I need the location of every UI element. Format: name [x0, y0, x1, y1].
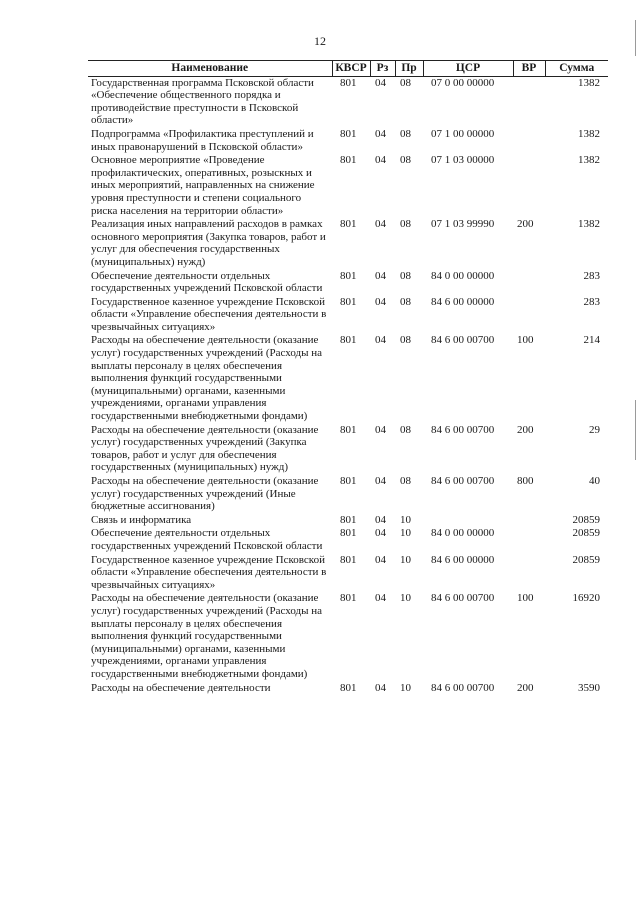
row-sum: 20859 [572, 553, 600, 566]
row-name: Государственное казенное учреждение Псковской области «Управление обеспечения деятельности в чрезвычайных ситуациях» [91, 553, 327, 591]
row-name: Основное мероприятие «Проведение профилактических, оперативных, розыскных и иных мероприятий, направленных на снижение уровня преступности и степени социального риска населения на территории области» [91, 154, 315, 217]
row-sum: 283 [583, 269, 600, 282]
row-name: Расходы на обеспечение деятельности (оказание услуг) государственных учреждений (Иные бюджетные ассигнования) [91, 475, 319, 513]
row-pr: 10 [400, 553, 411, 566]
row-kvsr: 801 [340, 553, 357, 566]
row-csr: 84 6 00 00700 [431, 334, 495, 347]
row-kvsr: 801 [340, 681, 357, 694]
row-name: Обеспечение деятельности отдельных государственных учреждений Псковской области [91, 527, 323, 552]
row-vr: 200 [517, 423, 534, 436]
row-sum: 1382 [578, 127, 600, 140]
row-sum: 1382 [578, 154, 600, 167]
row-csr: 07 1 03 99990 [431, 218, 495, 231]
row-pr: 08 [400, 334, 411, 347]
row-name: Расходы на обеспечение деятельности [91, 681, 271, 694]
row-rz: 04 [375, 475, 386, 487]
table-row [88, 527, 608, 553]
header-rz: Рз [370, 61, 395, 77]
row-csr: 84 6 00 00700 [431, 423, 495, 436]
table-row [88, 592, 608, 681]
row-kvsr: 801 [340, 127, 357, 140]
budget-table [88, 60, 608, 695]
row-vr [513, 76, 545, 128]
row-pr: 08 [400, 218, 411, 231]
row-sum: 1382 [578, 76, 600, 89]
row-kvsr: 801 [340, 218, 357, 231]
row-rz: 04 [375, 269, 386, 282]
table-row [88, 76, 608, 128]
row-csr: 07 1 03 00000 [431, 154, 495, 167]
row-vr: 100 [517, 592, 534, 605]
row-name: Расходы на обеспечение деятельности (оказание услуг) государственных учреждений (Расходы на выплаты персоналу в целях обеспечения выполнения функций государственными (муниципальными) органами, казенными учреждениями, органами управления государственными внебюджетными фондами) [91, 592, 323, 680]
row-csr: 84 0 00 00000 [431, 527, 495, 540]
row-vr [513, 128, 545, 154]
row-rz: 04 [375, 527, 386, 540]
row-pr: 08 [400, 269, 411, 282]
row-vr: 100 [517, 334, 534, 347]
row-rz: 04 [375, 127, 386, 140]
row-csr: 84 6 00 00000 [431, 295, 495, 308]
header-sum: Сумма [545, 61, 608, 77]
row-rz: 04 [375, 295, 386, 308]
row-rz: 04 [375, 423, 386, 436]
row-pr: 08 [400, 295, 411, 308]
row-vr [513, 154, 545, 218]
row-pr: 10 [400, 513, 411, 526]
row-vr [513, 270, 545, 296]
row-name: Государственное казенное учреждение Псковской области «Управление обеспечения деятельности в чрезвычайных ситуациях» [91, 295, 327, 333]
row-vr [513, 514, 545, 528]
row-pr: 10 [400, 592, 411, 605]
row-kvsr: 801 [340, 513, 357, 526]
row-name: Государственная программа Псковской области «Обеспечение общественного порядка и противодействие преступности в Псковской области» [91, 76, 314, 127]
header-vr: ВР [513, 61, 545, 77]
row-name: Обеспечение деятельности отдельных государственных учреждений Псковской области [91, 269, 323, 295]
row-kvsr: 801 [340, 527, 357, 540]
row-sum: 3590 [578, 681, 600, 694]
table-row [88, 514, 608, 528]
row-rz: 04 [375, 592, 386, 605]
row-kvsr: 801 [340, 76, 357, 89]
table-row [88, 424, 608, 475]
header-kvsr: КВСР [332, 61, 370, 77]
row-kvsr: 801 [340, 423, 357, 436]
row-rz: 04 [375, 513, 386, 526]
row-csr [423, 514, 513, 528]
table-row [88, 128, 608, 154]
row-sum: 40 [589, 475, 600, 487]
row-rz: 04 [375, 154, 386, 167]
table-row [88, 475, 608, 514]
row-vr: 200 [517, 681, 534, 694]
row-csr: 07 0 00 00000 [431, 76, 495, 89]
row-name: Расходы на обеспечение деятельности (оказание услуг) государственных учреждений (Расходы на выплаты персоналу в целях обеспечения выполнения функций государственными (муниципальными) органами, казенными учреждениями, органами управления государственными внебюджетными фондами) [91, 334, 323, 423]
row-sum: 16920 [572, 592, 600, 605]
table-row [88, 296, 608, 335]
table-header [88, 61, 608, 77]
row-sum: 283 [583, 295, 600, 308]
row-pr: 08 [400, 76, 411, 89]
row-pr: 08 [400, 127, 411, 140]
row-csr: 84 0 00 00000 [431, 269, 495, 282]
row-kvsr: 801 [340, 295, 357, 308]
row-name: Расходы на обеспечение деятельности (оказание услуг) государственных учреждений (Закупка товаров, работ и услуг для обеспечения государственных (муниципальных) нужд) [91, 423, 319, 474]
row-kvsr: 801 [340, 154, 357, 167]
row-sum: 20859 [572, 527, 600, 540]
row-pr: 10 [400, 527, 411, 540]
table-body [88, 76, 608, 695]
row-name: Подпрограмма «Профилактика преступлений и иных правонарушений в Псковской области» [91, 127, 314, 153]
row-vr [513, 527, 545, 553]
row-rz: 04 [375, 76, 386, 89]
header-name: Наименование [88, 61, 332, 77]
row-csr: 84 6 00 00700 [431, 592, 495, 605]
row-csr: 84 6 00 00700 [431, 681, 495, 694]
row-name: Реализация иных направлений расходов в рамках основного мероприятия (Закупка товаров, работ и услуг для обеспечения государственных (муниципальных) нужд) [91, 218, 326, 268]
scan-edge-mark [635, 400, 636, 460]
row-vr: 200 [517, 218, 534, 231]
row-rz: 04 [375, 334, 386, 347]
row-name: Связь и информатика [91, 513, 192, 526]
row-kvsr: 801 [340, 269, 357, 282]
row-sum: 1382 [578, 218, 600, 231]
table-row [88, 682, 608, 696]
row-sum: 20859 [572, 513, 600, 526]
scan-edge-mark [635, 20, 636, 56]
table-row [88, 270, 608, 296]
table-row [88, 554, 608, 593]
row-rz: 04 [375, 218, 386, 231]
row-csr: 84 6 00 00000 [431, 553, 495, 566]
row-vr [513, 296, 545, 335]
table-row [88, 334, 608, 423]
table-row [88, 218, 608, 269]
row-rz: 04 [375, 553, 386, 566]
row-kvsr: 801 [340, 334, 357, 347]
row-sum: 29 [589, 423, 600, 436]
row-vr [513, 554, 545, 593]
header-pr: Пр [395, 61, 423, 77]
row-pr: 08 [400, 154, 411, 167]
header-csr: ЦСР [423, 61, 513, 77]
row-rz: 04 [375, 681, 386, 694]
row-kvsr: 801 [340, 475, 357, 487]
row-pr: 08 [400, 423, 411, 436]
row-pr: 08 [400, 475, 411, 487]
row-kvsr: 801 [340, 592, 357, 605]
row-csr: 07 1 00 00000 [431, 127, 495, 140]
row-pr: 10 [400, 681, 411, 694]
row-vr: 800 [517, 475, 534, 487]
row-sum: 214 [583, 334, 600, 347]
page-number: 12 [314, 34, 326, 48]
row-csr: 84 6 00 00700 [431, 475, 495, 487]
table-row [88, 154, 608, 218]
